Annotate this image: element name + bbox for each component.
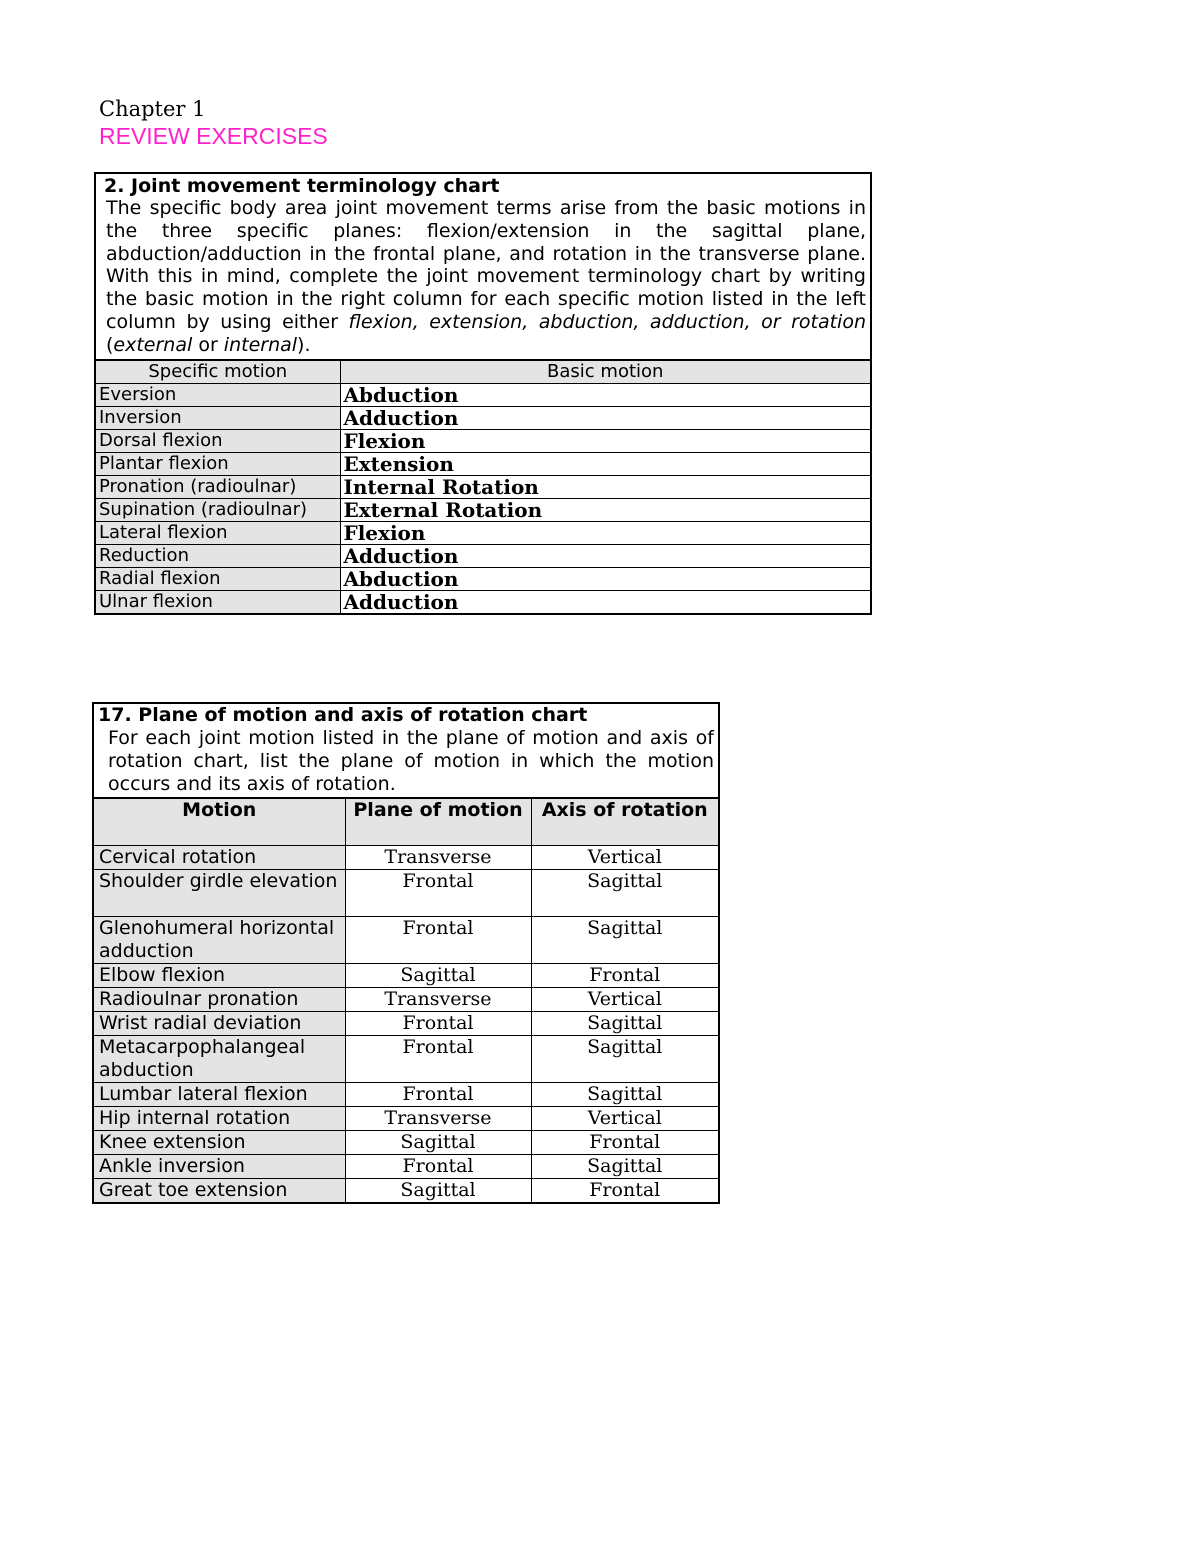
table-row: [96, 475, 870, 498]
instructions-text: The specific body area joint movement terms arise from the basic motions in the three specific planes: flexion/extension in the sagittal plane, abduction/adduction in the frontal plane, and rotation in the transverse plane. With this in mind, complete the joint movement terminology chart by writing the basic motion in the right column for each specific motion listed in the left column by using either: [106, 197, 866, 333]
table-row: [94, 1131, 718, 1155]
table-row: [94, 1012, 718, 1036]
plane-cell: Sagittal: [345, 1131, 531, 1155]
specific-motion-cell: Inversion: [96, 406, 340, 429]
header-motion: Motion: [94, 799, 345, 846]
plane-axis-chart: [92, 702, 720, 1204]
plane-cell: Transverse: [345, 1107, 531, 1131]
table-row: [96, 521, 870, 544]
instructions-external: external: [113, 333, 193, 356]
table-row: [96, 383, 870, 406]
plane-cell: Sagittal: [345, 964, 531, 988]
motion-cell: Ankle inversion: [94, 1155, 345, 1179]
table-header-row: [94, 799, 718, 846]
table-row: [94, 1155, 718, 1179]
joint-movement-intro: [96, 174, 870, 361]
joint-movement-table: [96, 361, 870, 613]
plane-cell: Frontal: [345, 1155, 531, 1179]
table-row: [96, 498, 870, 521]
plane-cell: Transverse: [345, 846, 531, 870]
table-header-row: [96, 361, 870, 384]
motion-cell: Glenohumeral horizontal adduction: [94, 917, 345, 964]
table-row: [96, 544, 870, 567]
review-exercises-title: REVIEW EXERCISES: [99, 123, 328, 149]
header-plane-of-motion: Plane of motion: [345, 799, 531, 846]
header-basic-motion: Basic motion: [340, 361, 870, 384]
joint-movement-instructions: [104, 197, 866, 357]
basic-motion-cell: Adduction: [340, 544, 870, 567]
table-row: [94, 1179, 718, 1203]
basic-motion-cell: Extension: [340, 452, 870, 475]
plane-cell: Frontal: [345, 1083, 531, 1107]
motion-cell: Metacarpophalangeal abduction: [94, 1036, 345, 1083]
plane-cell: Sagittal: [345, 1179, 531, 1203]
instructions-paren-close: ).: [297, 333, 311, 356]
motion-cell: Shoulder girdle elevation: [94, 870, 345, 917]
plane-cell: Frontal: [345, 1036, 531, 1083]
basic-motion-cell: Flexion: [340, 521, 870, 544]
instructions-options: flexion, extension, abduction, adduction, or rotation: [348, 310, 866, 333]
axis-cell: Sagittal: [531, 1155, 718, 1179]
plane-cell: Frontal: [345, 870, 531, 917]
motion-cell: Cervical rotation: [94, 846, 345, 870]
table-row: [94, 964, 718, 988]
axis-cell: Vertical: [531, 1107, 718, 1131]
table-row: [96, 406, 870, 429]
axis-cell: Sagittal: [531, 1036, 718, 1083]
instructions-paren-open: (: [106, 333, 114, 356]
specific-motion-cell: Radial flexion: [96, 567, 340, 590]
table-row: [96, 567, 870, 590]
basic-motion-cell: External Rotation: [340, 498, 870, 521]
plane-cell: Transverse: [345, 988, 531, 1012]
motion-cell: Elbow flexion: [94, 964, 345, 988]
chapter-label: Chapter 1: [99, 97, 206, 121]
axis-cell: Frontal: [531, 1131, 718, 1155]
table-row: [94, 1083, 718, 1107]
plane-axis-intro: [94, 704, 718, 799]
plane-cell: Frontal: [345, 1012, 531, 1036]
table-row: [94, 1107, 718, 1131]
basic-motion-cell: Abduction: [340, 567, 870, 590]
table-row: [94, 846, 718, 870]
specific-motion-cell: Pronation (radioulnar): [96, 475, 340, 498]
basic-motion-cell: Adduction: [340, 590, 870, 613]
plane-cell: Frontal: [345, 917, 531, 964]
table-row: [96, 429, 870, 452]
table-row: [94, 988, 718, 1012]
joint-movement-title: 2. Joint movement terminology chart: [104, 175, 500, 197]
table-row: [96, 452, 870, 475]
table-row: [94, 917, 718, 964]
instructions-or: or: [192, 333, 224, 356]
axis-cell: Sagittal: [531, 1012, 718, 1036]
axis-cell: Vertical: [531, 846, 718, 870]
motion-cell: Wrist radial deviation: [94, 1012, 345, 1036]
basic-motion-cell: Abduction: [340, 383, 870, 406]
axis-cell: Frontal: [531, 1179, 718, 1203]
motion-cell: Lumbar lateral flexion: [94, 1083, 345, 1107]
header-axis-of-rotation: Axis of rotation: [531, 799, 718, 846]
header-specific-motion: Specific motion: [96, 361, 340, 384]
instructions-internal: internal: [223, 333, 298, 356]
axis-cell: Sagittal: [531, 870, 718, 917]
axis-cell: Vertical: [531, 988, 718, 1012]
specific-motion-cell: Eversion: [96, 383, 340, 406]
plane-axis-instructions: For each joint motion listed in the plane of motion and axis of rotation chart, list the plane of motion in which the motion occurs and its axis of rotation.: [108, 727, 714, 795]
axis-cell: Frontal: [531, 964, 718, 988]
specific-motion-cell: Supination (radioulnar): [96, 498, 340, 521]
motion-cell: Knee extension: [94, 1131, 345, 1155]
table-row: [96, 590, 870, 613]
axis-cell: Sagittal: [531, 917, 718, 964]
joint-movement-chart: [94, 172, 872, 615]
basic-motion-cell: Adduction: [340, 406, 870, 429]
axis-cell: Sagittal: [531, 1083, 718, 1107]
basic-motion-cell: Internal Rotation: [340, 475, 870, 498]
specific-motion-cell: Plantar flexion: [96, 452, 340, 475]
specific-motion-cell: Dorsal flexion: [96, 429, 340, 452]
specific-motion-cell: Reduction: [96, 544, 340, 567]
table-row: [94, 870, 718, 917]
plane-axis-title: 17. Plane of motion and axis of rotation chart: [98, 704, 588, 726]
plane-axis-table: [94, 799, 718, 1202]
table-row: [94, 1036, 718, 1083]
basic-motion-cell: Flexion: [340, 429, 870, 452]
motion-cell: Hip internal rotation: [94, 1107, 345, 1131]
motion-cell: Radioulnar pronation: [94, 988, 345, 1012]
motion-cell: Great toe extension: [94, 1179, 345, 1203]
specific-motion-cell: Lateral flexion: [96, 521, 340, 544]
specific-motion-cell: Ulnar flexion: [96, 590, 340, 613]
